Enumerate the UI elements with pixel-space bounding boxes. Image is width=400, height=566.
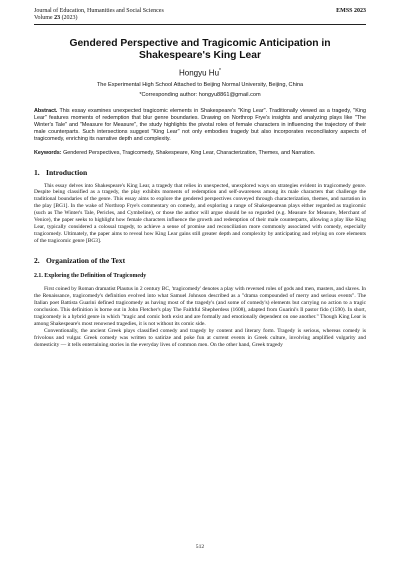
running-header bbox=[34, 8, 366, 22]
section-title: Introduction bbox=[46, 167, 88, 177]
subsection-heading: 2.1. Exploring the Definition of Tragicomedy bbox=[34, 273, 147, 280]
title-line-2: Shakespeare's King Lear bbox=[138, 50, 262, 62]
keywords-label: Keywords: bbox=[34, 149, 62, 156]
conference-code: EMSS 2023 bbox=[336, 8, 366, 14]
volume-line bbox=[34, 15, 366, 22]
title-line-1: Gendered Perspective and Tragicomic Anticipation in bbox=[69, 38, 331, 50]
volume-number: 23 bbox=[54, 15, 61, 22]
abstract bbox=[34, 108, 366, 143]
volume-label: Volume bbox=[34, 15, 55, 22]
corresponding-author: *Corresponding author: hongyu8861@gmail.com bbox=[139, 92, 261, 99]
affiliation: The Experimental High School Attached to Beijing Normal University, Beijing, China bbox=[96, 82, 304, 89]
keywords bbox=[34, 150, 366, 157]
author-asterisk: * bbox=[219, 68, 221, 75]
journal-name: Journal of Education, Humanities and Social Sciences bbox=[34, 8, 164, 14]
section-heading-introduction bbox=[34, 168, 366, 177]
introduction-paragraph: This essay delves into Shakespeare's King Lear, a tragedy that relies in unexpected, unexplored ways on strategies evident in tragicomedy genre. Despite being classified as a tragedy, the play exhibits moments of redemption and self-awareness among its male characters that challenge the traditional boundaries of the genre. This essay aims to explore the gendered perspectives conveyed through characterization, themes, and narration in the play [BG1]. In the wake of Northrop Frye's commentary on comedy, and exploring a range of Shakespearean plays either regarded as tragicomic (such as The Winter's Tale, Pericles, and Cymbeline), or those the author will argue should be so regarded (e.g. Measure for Measure, Merchant of Venice), the paper seeks to highlight how female characters influence the growth and redemption of their male counterparts, allowing a play like King Lear, typically considered a colossal tragedy, to achieve a sense of promise and reconciliation more commonly associated with comedy, especially tragicomedy. Ultimately, the paper aims to reveal how King Lear gains still greater depth and complexity by anticipating and relying on core elements of the tragicomic genre [BG3]. bbox=[34, 182, 366, 245]
section-title: Organization of the Text bbox=[46, 256, 126, 266]
section-number: 1. bbox=[34, 167, 40, 177]
author-name: Hongyu Hu bbox=[179, 69, 220, 79]
page-number: 512 bbox=[195, 544, 205, 550]
volume-year: (2023) bbox=[60, 15, 78, 22]
keywords-text: Gendered Perspectives, Tragicomedy, Shakespeare, King Lear, Characterization, Themes, and Narration. bbox=[63, 149, 316, 156]
paper-title bbox=[34, 38, 366, 62]
abstract-label: Abstract. bbox=[34, 108, 58, 115]
body-paragraph: First coined by Roman dramatist Plautus in 2 century BC, 'tragicomedy' denotes a play with reversed roles of gods and men, masters, and slaves. In the Renaissance, tragicomedy's definition evolved into what Samuel Johnson described as a "drama compounded of merry and serious events". The Italian poet Battista Guarini defined tragicomedy as having most of the tragedy's (and some of comedy's) elements but carrying no action to a tragic conclusion. This definition is borne out in John Fletcher's play The Faithful Shepherdess (1608), adapted from Guarini's Il pastor fido (1590). In short, tragicomedy is a hybrid genre in which "tragic and comic both exist and are formally and emotionally dependent on one another." Though King Lear is among Shakespeare's most renowned tragedies, it is not without its comic side. bbox=[34, 286, 366, 327]
body-paragraph: Conventionally, the ancient Greek plays classified comedy and tragedy by content and literary form. Tragedy is serious, whereas comedy is frivolous and vulgar. Greek comedy was written to satirize and poke fun at current events in Greek culture, involving amplified vulgarity and domesticity — it tells entertaining stories in the everyday lives of common men. On the other hand, Greek tragedy bbox=[34, 327, 366, 348]
header-rule bbox=[34, 24, 366, 25]
author-line bbox=[34, 68, 366, 78]
abstract-text: This essay examines unexpected tragicomic elements in Shakespeare's "King Lear". Traditionally viewed as a tragedy, "King Lear" features moments of redemption that blur genre boundaries. Drawing on Northrop Frye's insights and analyzing plays like "The Winter's Tale" and "Measure for Measure", the study highlights the pivotal roles of female characters in influencing the trajectory of their male counterparts. Such intersections suggest "King Lear" not only embodies tragedy but also incorporates reconciliatory aspects of tragicomedy, enriching its narrative depth and complexity. bbox=[34, 108, 366, 142]
section-number: 2. bbox=[34, 256, 40, 266]
section-heading-organization bbox=[34, 256, 366, 265]
